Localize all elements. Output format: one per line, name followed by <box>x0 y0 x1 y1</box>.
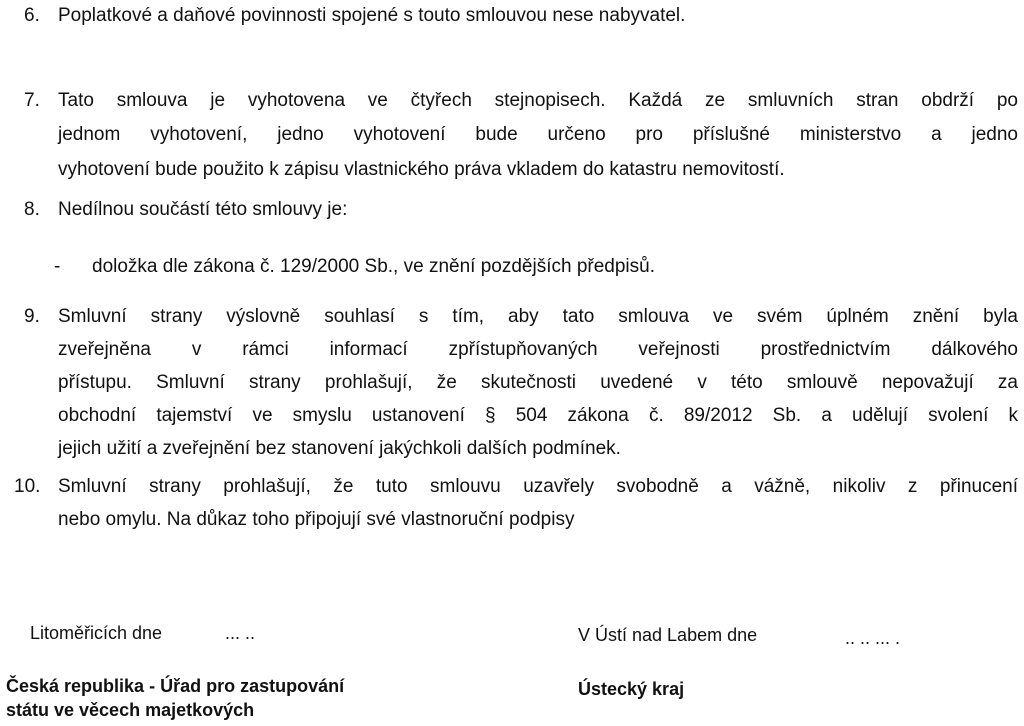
item-10-line-2: nebo omylu. Na důkaz toho připojují své vlastnoruční podpisy <box>58 509 575 530</box>
left-date-dots: ... .. <box>225 623 256 643</box>
item-7-line-1: Tato smlouva je vyhotovena ve čtyřech stejnopisech. Každá ze smluvních stran obdrží po <box>58 90 1018 111</box>
item-9-line-1: Smluvní strany výslovně souhlasí s tím, aby tato smlouva ve svém úplném znění byla <box>58 306 1018 327</box>
item-8-line-1: Nedílnou součástí této smlouvy je: <box>58 199 348 220</box>
right-date-dots: .. .. ... . <box>845 628 901 648</box>
bullet-line-1: doložka dle zákona č. 129/2000 Sb., ve znění pozdějších předpisů. <box>92 256 655 277</box>
left-place-date: Litoměřicích dne <box>30 623 163 643</box>
item-number-9: 9. <box>24 306 40 327</box>
item-number-10: 10. <box>14 476 41 497</box>
item-7-line-3: vyhotovení bude použito k zápisu vlastnického práva vkladem do katastru nemovitostí. <box>58 159 785 180</box>
item-7-line-2: jednom vyhotovení, jedno vyhotovení bude určeno pro příslušné ministerstvo a jedno <box>58 124 1018 145</box>
item-number-6: 6. <box>24 5 40 26</box>
item-9-line-4: obchodní tajemství ve smyslu ustanovení § 504 zákona č. 89/2012 Sb. a udělují svolení k <box>58 405 1018 426</box>
item-9-line-3: přístupu. Smluvní strany prohlašují, že skutečnosti uvedené v této smlouvě nepovažují za <box>58 372 1018 393</box>
item-number-8: 8. <box>24 199 40 220</box>
item-number-7: 7. <box>24 90 40 111</box>
left-party-line-2: státu ve věcech majetkových <box>6 700 255 720</box>
right-party: Ústecký kraj <box>578 679 685 699</box>
right-place-date: V Ústí nad Labem dne <box>578 625 758 645</box>
item-9-line-5: jejich užití a zveřejnění bez stanovení jakýchkoli dalších podmínek. <box>58 438 621 459</box>
bullet-dash: - <box>54 256 61 277</box>
item-6-line-1: Poplatkové a daňové povinnosti spojené s touto smlouvou nese nabyvatel. <box>58 5 686 26</box>
item-9-line-2: zveřejněna v rámci informací zpřístupňovaných veřejnosti prostřednictvím dálkového <box>58 339 1018 360</box>
left-party-line-1: Česká republika - Úřad pro zastupování <box>6 676 345 696</box>
item-10-line-1: Smluvní strany prohlašují, že tuto smlouvu uzavřely svobodně a vážně, nikoliv z přinucení <box>58 476 1018 497</box>
